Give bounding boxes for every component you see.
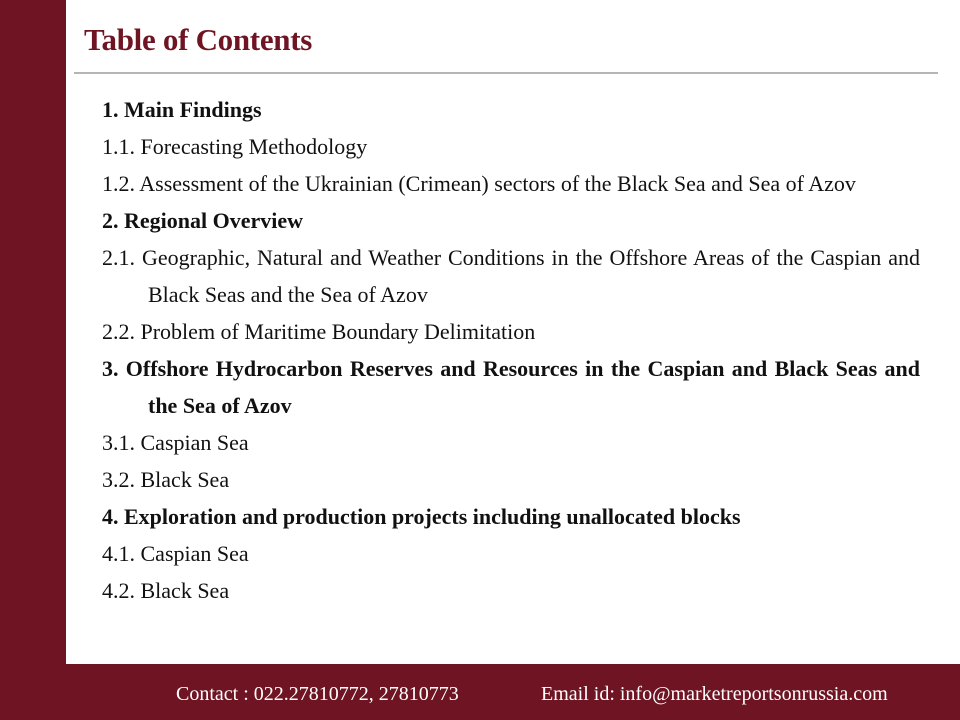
page-title: Table of Contents xyxy=(84,22,313,57)
toc-entry-2: 2. Regional Overview xyxy=(102,208,304,233)
toc-entry-4: 4. Exploration and production projects including unallocated blocks xyxy=(102,504,741,529)
toc-entry-3: 3. Offshore Hydrocarbon Reserves and Resources in the Caspian and Black Seas and the Sea of Azov xyxy=(102,356,920,418)
toc-entry-1: 1. Main Findings xyxy=(102,97,262,122)
toc-entry-4-1: 4.1. Caspian Sea xyxy=(102,541,249,566)
footer-email: Email id: info@marketreportsonrussia.com xyxy=(541,683,888,705)
toc-entry-3-2: 3.2. Black Sea xyxy=(102,467,230,492)
left-border-band xyxy=(0,0,66,664)
title-divider xyxy=(74,72,938,74)
slide-content xyxy=(66,0,960,664)
toc-entry-2-2: 2.2. Problem of Maritime Boundary Delimitation xyxy=(102,319,536,344)
toc-entry-3-1: 3.1. Caspian Sea xyxy=(102,430,249,455)
footer-bar xyxy=(0,664,960,720)
toc-entry-4-2: 4.2. Black Sea xyxy=(102,578,230,603)
table-of-contents xyxy=(102,91,920,609)
toc-entry-2-1: 2.1. Geographic, Natural and Weather Conditions in the Offshore Areas of the Caspian and Black Seas and the Sea of Azov xyxy=(102,245,920,307)
toc-entry-1-2: 1.2. Assessment of the Ukrainian (Crimean) sectors of the Black Sea and Sea of Azov xyxy=(102,171,856,196)
footer-contact: Contact : 022.27810772, 27810773 xyxy=(176,683,459,705)
toc-entry-1-1: 1.1. Forecasting Methodology xyxy=(102,134,368,159)
